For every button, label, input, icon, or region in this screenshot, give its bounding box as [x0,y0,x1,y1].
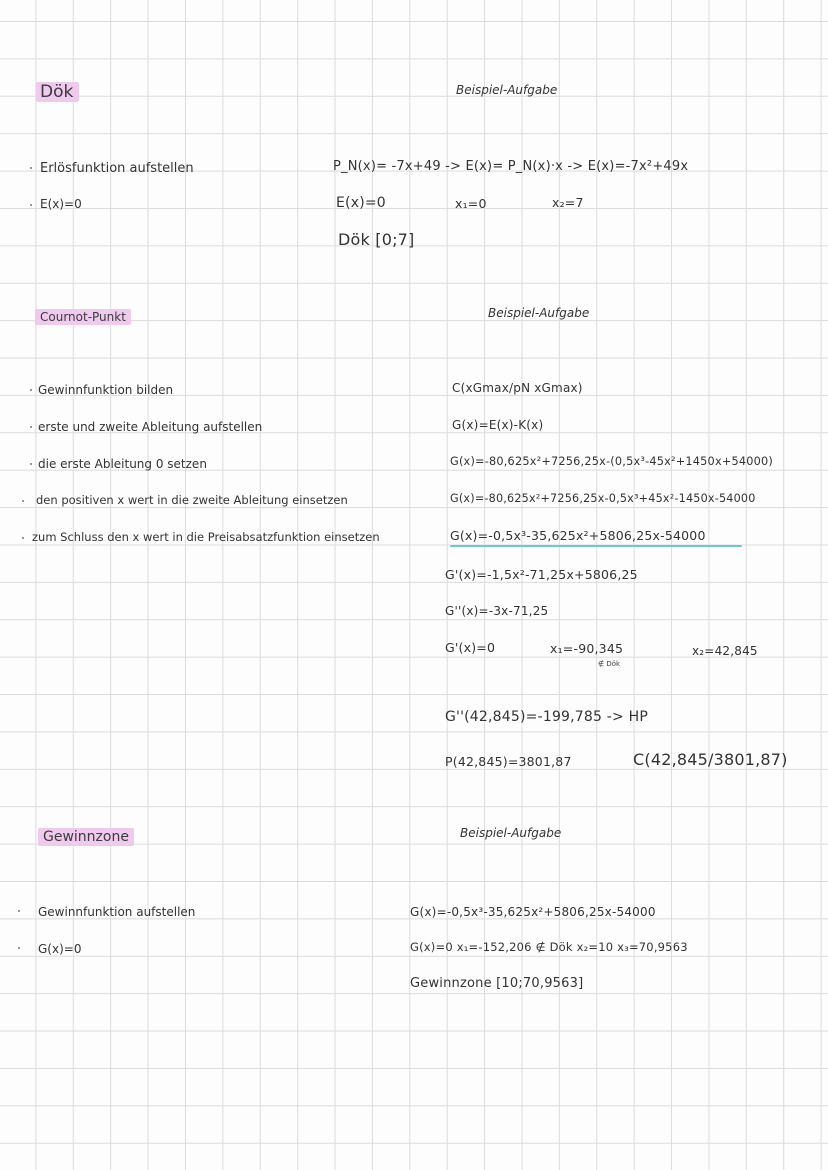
doek-x2: x₂=7 [552,195,584,210]
bullet [30,389,32,391]
step-doek-1: Erlösfunktion aufstellen [40,161,194,176]
bullet [30,463,32,465]
doek-price-revenue: P_N(x)= -7x+49 -> E(x)= P_N(x)·x -> E(x)=-7x²+49x [333,159,689,174]
bullet [18,947,20,949]
cournot-first-derivative-zero: G'(x)=0 [445,640,496,655]
heading-cournot: Cournot-Punkt [35,309,131,325]
bullet [22,500,24,502]
cournot-profit-simplified: G(x)=-80,625x²+7256,25x-0,5x³+45x²-1450x-54000 [450,492,756,505]
example-heading-gewinnzone: Beispiel-Aufgabe [460,826,562,840]
bullet [30,204,32,206]
step-cournot-3: die erste Ableitung 0 setzen [38,457,207,471]
bullet [18,910,20,912]
doek-result: Dök [0;7] [338,230,415,249]
heading-gewinnzone: Gewinnzone [38,828,134,846]
cournot-profit-expanded: G(x)=-80,625x²+7256,25x-(0,5x³-45x²+1450x+54000) [450,455,774,468]
profit-function-underline [450,545,742,547]
gewinnzone-roots: G(x)=0 x₁=-152,206 ∉ Dök x₂=10 x₃=70,9563 [410,940,688,954]
bullet [30,167,32,169]
step-gewinnzone-2: G(x)=0 [38,942,82,956]
bullet [30,426,32,428]
gewinnzone-result: Gewinnzone [10;70,9563] [410,976,584,991]
example-heading-cournot: Beispiel-Aufgabe [488,306,590,320]
cournot-second-derivative-check: G''(42,845)=-199,785 -> HP [445,709,648,725]
cournot-second-derivative: G''(x)=-3x-71,25 [445,604,549,618]
step-cournot-1: Gewinnfunktion bilden [38,383,174,397]
cournot-x1-excluded: ∉ Dök [598,660,621,668]
example-heading-doek: Beispiel-Aufgabe [456,83,558,97]
doek-x1: x₁=0 [455,196,487,211]
cournot-first-derivative: G'(x)=-1,5x²-71,25x+5806,25 [445,567,638,582]
bullet [22,537,24,539]
gewinnzone-profit-function: G(x)=-0,5x³-35,625x²+5806,25x-54000 [410,905,656,919]
cournot-point-def: C(xGmax/pN xGmax) [452,381,583,395]
step-cournot-5: zum Schluss den x wert in die Preisabsatzfunktion einsetzen [32,530,380,544]
step-cournot-4: den positiven x wert in die zweite Ableitung einsetzen [36,493,348,507]
heading-doek: Dök [36,82,79,102]
step-gewinnzone-1: Gewinnfunktion aufstellen [38,905,196,919]
cournot-price: P(42,845)=3801,87 [445,754,572,769]
cournot-x1: x₁=-90,345 [550,641,624,656]
step-doek-2: E(x)=0 [40,197,82,211]
step-cournot-2: erste und zweite Ableitung aufstellen [38,420,263,434]
cournot-x2: x₂=42,845 [692,644,758,658]
cournot-point-result: C(42,845/3801,87) [633,750,788,769]
cournot-profit-final: G(x)=-0,5x³-35,625x²+5806,25x-54000 [450,528,706,543]
doek-eq-zero: E(x)=0 [336,195,386,211]
cournot-profit-def: G(x)=E(x)-K(x) [452,418,544,432]
